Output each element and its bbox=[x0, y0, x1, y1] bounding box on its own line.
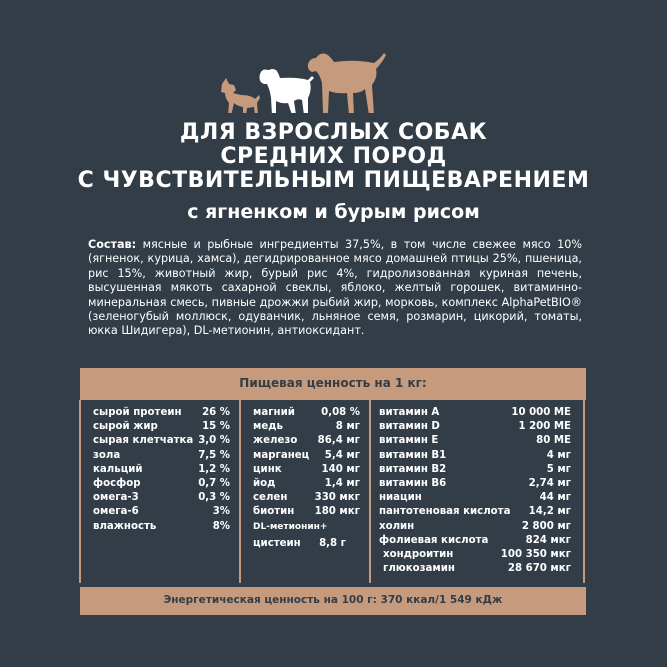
energy-band bbox=[80, 587, 586, 615]
subtitle: с ягненком и бурым рисом bbox=[187, 201, 480, 223]
table-row: DL-метионин+ bbox=[253, 521, 328, 532]
table-row: пантотеновая кислота 14,2 мг bbox=[379, 506, 571, 518]
composition-label: Состав: bbox=[88, 238, 137, 251]
table-row: зола 7,5 % bbox=[93, 449, 230, 461]
medium-dog-icon bbox=[260, 69, 315, 113]
table-row: медь 8 мг bbox=[253, 421, 360, 433]
energy-value: Энергетическая ценность на 100 г: 370 ккал/1 549 кДж bbox=[163, 594, 503, 606]
small-dog-icon bbox=[221, 78, 260, 113]
table-row: омега-3 0,3 % bbox=[93, 492, 230, 504]
dog-sizes-icon bbox=[0, 48, 667, 113]
divider bbox=[369, 400, 371, 583]
table-row: сырой жир 15 % bbox=[93, 421, 230, 433]
table-row: кальций 1,2 % bbox=[93, 463, 230, 475]
composition bbox=[88, 238, 582, 339]
table-row: витамин D 1 200 МЕ bbox=[379, 421, 571, 433]
divider bbox=[239, 400, 241, 583]
table-row: хондроитин 100 350 мкг bbox=[383, 548, 571, 560]
divider bbox=[79, 400, 81, 583]
table-row: фолиевая кислота 824 мкг bbox=[379, 534, 571, 546]
nutrition-header-band bbox=[80, 368, 586, 400]
table-row: глюкозамин 28 670 мкг bbox=[383, 563, 571, 575]
nutrition-column-2 bbox=[253, 406, 360, 551]
table-row: витамин В6 2,74 мг bbox=[379, 477, 571, 489]
nutrition-header: Пищевая ценность на 1 кг: bbox=[239, 376, 427, 390]
composition-text: мясные и рыбные ингредиенты 37,5%, в том числе свежее мясо 10% (ягненок, курица, хамса), дегидрированное мясо домашней птицы 25%, пшеница, рис 15%, животный жир, бурый рис 4%, гидролизованная куриная печень, высушенная мякоть сахарной свеклы, яблоко, желтый горошек, витаминно-минеральная смесь, пивные дрожжи рыбий жир, морковь, комплекс AlphaPetBIO® (зеленогубый моллюск, одуванчик, льняное семя, розмарин, цикорий, томаты, юкка Шидигера), DL-метионин, антиоксидант. bbox=[88, 238, 582, 338]
table-row: сырая клетчатка 3,0 % bbox=[93, 435, 230, 447]
table-row: цистеин 8,8 г bbox=[253, 537, 346, 549]
table-row: витамин В1 4 мг bbox=[379, 449, 571, 461]
table-row: ниацин 44 мг bbox=[379, 492, 571, 504]
table-row: витамин Е 80 МЕ bbox=[379, 435, 571, 447]
table-row: влажность 8% bbox=[93, 520, 230, 532]
title-line-2: СРЕДНИХ ПОРОД bbox=[220, 144, 447, 169]
title-line-1: ДЛЯ ВЗРОСЛЫХ СОБАК bbox=[179, 120, 488, 145]
divider bbox=[583, 400, 585, 583]
large-dog-icon bbox=[308, 53, 386, 113]
table-row: сырой протеин 26 % bbox=[93, 407, 230, 418]
table-row: марганец 5,4 мг bbox=[253, 449, 360, 461]
table-row: витамин В2 5 мг bbox=[379, 463, 571, 475]
table-row: магний 0,08 % bbox=[253, 407, 360, 418]
table-row: селен 330 мкг bbox=[253, 492, 360, 504]
title-line-3: С ЧУВСТВИТЕЛЬНЫМ ПИЩЕВАРЕНИЕМ bbox=[77, 168, 590, 193]
table-row: холин 2 800 мг bbox=[379, 520, 571, 532]
nutrition-column-1 bbox=[93, 406, 230, 534]
table-row: цинк 140 мг bbox=[253, 463, 360, 475]
nutrition-table bbox=[80, 400, 586, 583]
table-row: железо 86,4 мг bbox=[253, 435, 360, 447]
table-row: фосфор 0,7 % bbox=[93, 477, 230, 489]
nutrition-column-3 bbox=[379, 406, 571, 576]
table-row: биотин 180 мкг bbox=[253, 506, 360, 518]
table-row: витамин А 10 000 МЕ bbox=[379, 407, 571, 418]
table-row: йод 1,4 мг bbox=[253, 477, 360, 489]
table-row: омега-6 3% bbox=[93, 506, 230, 518]
